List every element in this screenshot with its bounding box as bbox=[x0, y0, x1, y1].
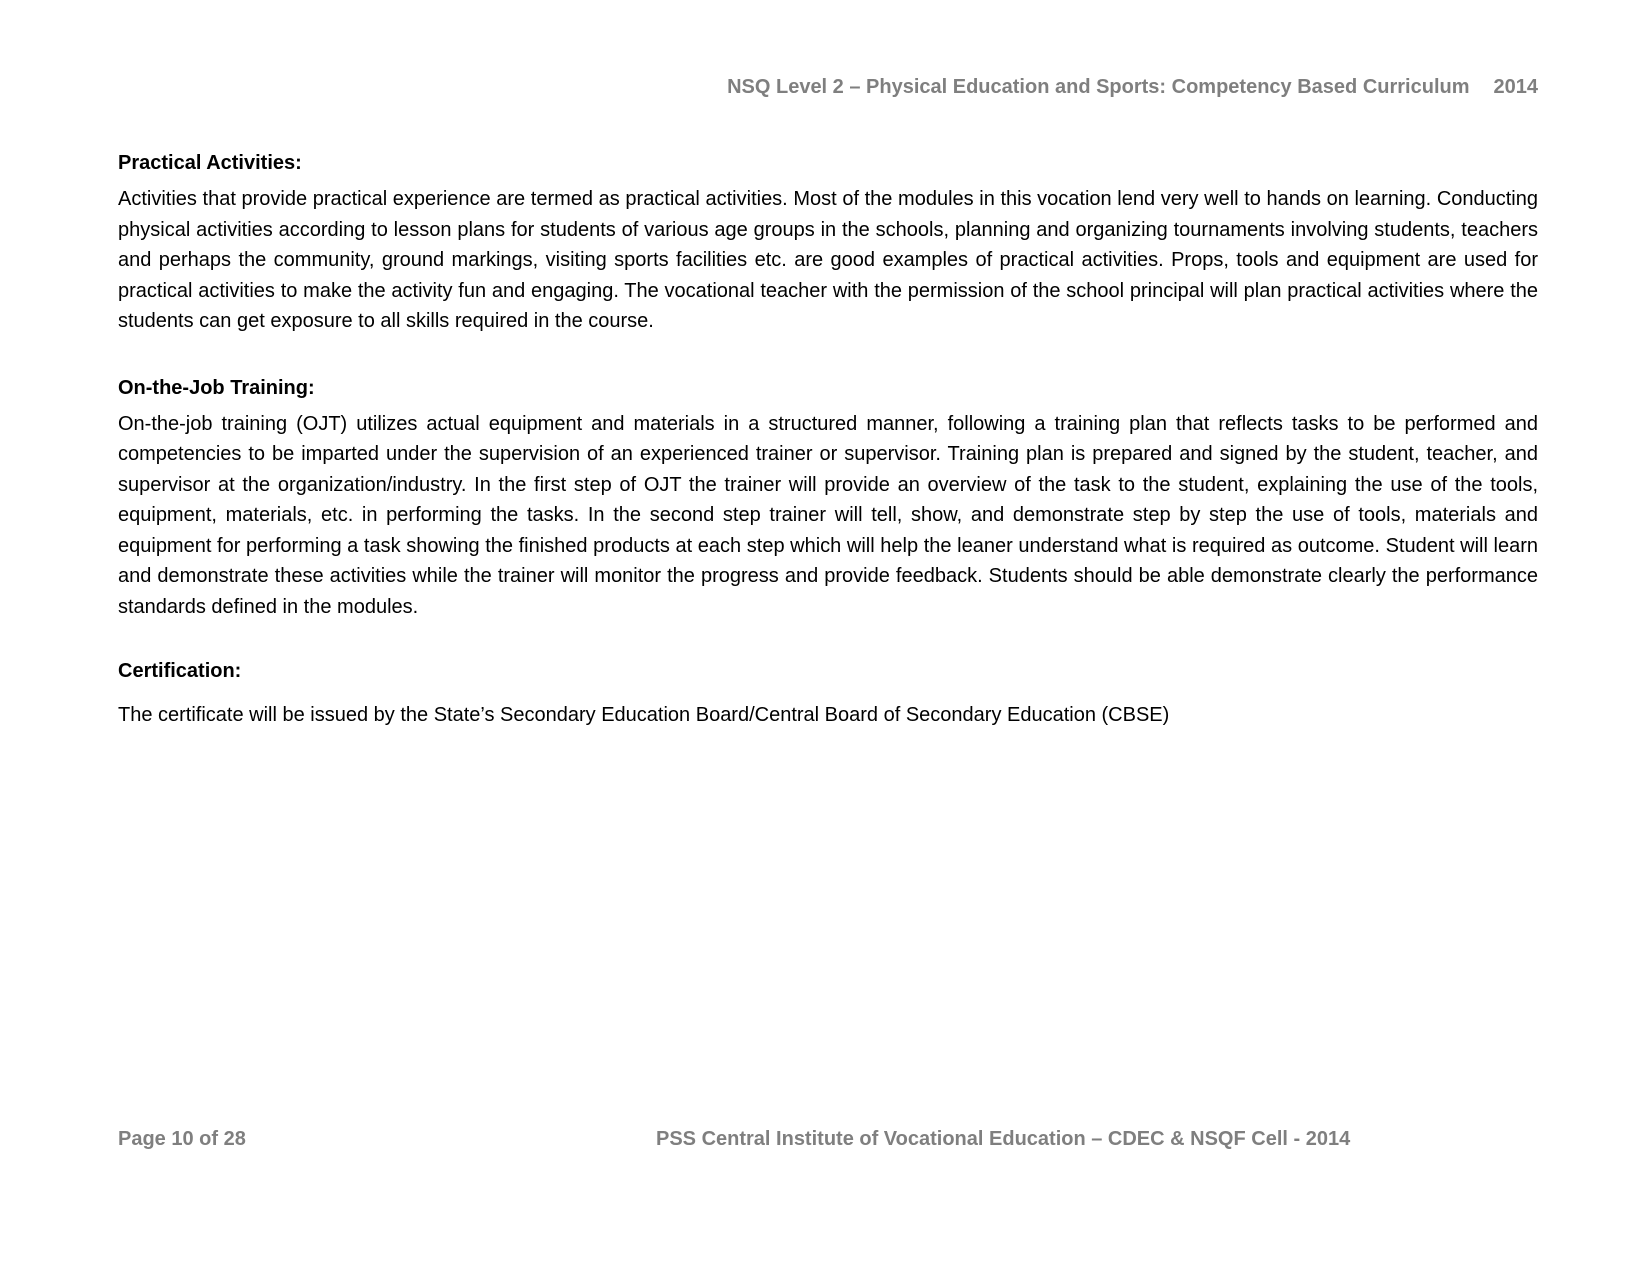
section-practical-activities bbox=[118, 148, 1538, 337]
header-title: NSQ Level 2 – Physical Education and Sports: Competency Based Curriculum bbox=[727, 76, 1470, 98]
footer-institute: PSS Central Institute of Vocational Education – CDEC & NSQF Cell - 2014 bbox=[656, 1128, 1351, 1150]
section-heading: On-the-Job Training: bbox=[118, 376, 315, 399]
section-on-the-job-training bbox=[118, 373, 1538, 623]
section-paragraph: The certificate will be issued by the State’s Secondary Education Board/Central Board of Secondary Education (CBSE) bbox=[118, 704, 1170, 726]
document-body bbox=[118, 148, 1538, 730]
section-heading: Practical Activities: bbox=[118, 152, 302, 174]
section-paragraph: Activities that provide practical experience are termed as practical activities. Most of the modules in this vocation lend very well to hands on learning. Conducting physical activities according to lesson plans for students of various age groups in the schools, planning and organizing tournaments involving students, teachers and perhaps the community, ground markings, visiting sports facilities etc. are good examples of practical activities. Props, tools and equipment are used for practical activities to make the activity fun and engaging. The vocational teacher with the permission of the school principal will plan practical activities where the students can get exposure to all skills required in the course. bbox=[118, 188, 1538, 332]
page-number: Page 10 of 28 bbox=[118, 1128, 246, 1150]
section-paragraph: On-the-job training (OJT) utilizes actual equipment and materials in a structured manner, following a training plan that reflects tasks to be performed and competencies to be imparted under the supervision of an experienced trainer or supervisor. Training plan is prepared and signed by the student, teacher, and supervisor at the organization/industry. In the first step of OJT the trainer will provide an overview of the task to the student, explaining the use of the tools, equipment, materials, etc. in performing the tasks. In the second step trainer will tell, show, and demonstrate step by step the use of tools, materials and equipment for performing a task showing the finished products at each step which will help the leaner understand what is required as outcome. Student will learn and demonstrate these activities while the trainer will monitor the progress and provide feedback. Students should be able demonstrate clearly the performance standards defined in the modules. bbox=[118, 412, 1538, 618]
section-certification bbox=[118, 656, 1538, 730]
header-year: 2014 bbox=[1493, 76, 1538, 98]
section-heading: Certification: bbox=[118, 660, 242, 682]
page-header bbox=[118, 76, 1538, 99]
